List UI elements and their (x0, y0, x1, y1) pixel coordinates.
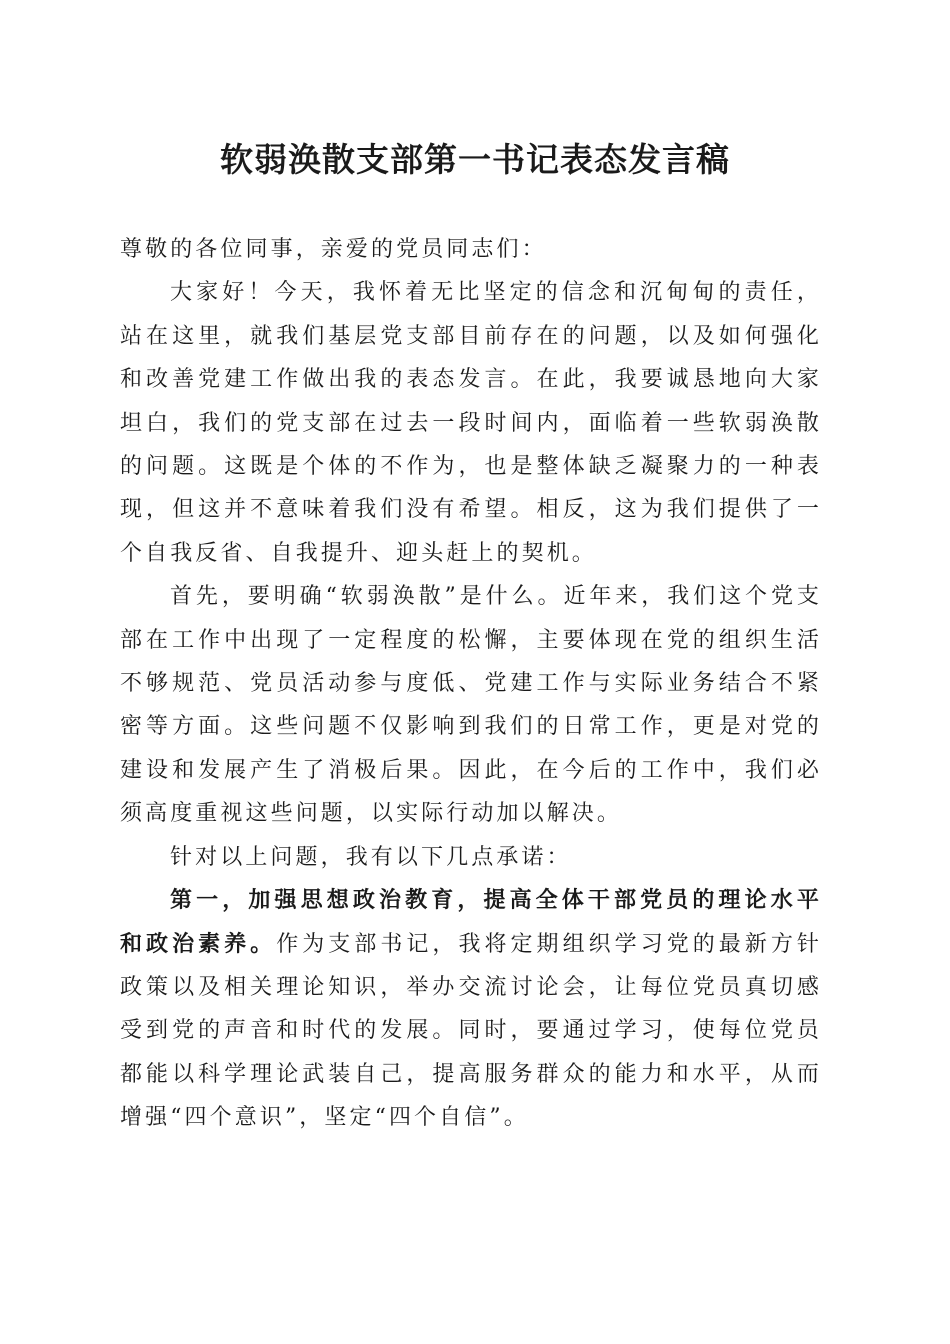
commitment-one-body: 作为支部书记，我将定期组织学习党的最新方针政策以及相关理论知识，举办交流讨论会，让每位党员真切感受到党的声音和时代的发展。同时，要通过学习，使每位党员都能以科学理论武装自己，提高服务群众的能力和水平，从而增强“四个意识”，坚定“四个自信”。 (120, 931, 822, 1131)
salutation: 尊敬的各位同事，亲爱的党员同志们： (120, 237, 547, 262)
paragraph-definition: 首先，要明确“软弱涣散”是什么。近年来，我们这个党支部在工作中出现了一定程度的松懈，主要体现在党的组织生活不够规范、党员活动参与度低、党建工作与实际业务结合不紧密等方面。这些问题不仅影响到我们的日常工作，更是对党的建设和发展产生了消极后果。因此，在今后的工作中，我们必须高度重视这些问题，以实际行动加以解决。 (120, 584, 822, 827)
paragraph-commitment-one (120, 879, 822, 1139)
paragraph-opening: 大家好！今天，我怀着无比坚定的信念和沉甸甸的责任，站在这里，就我们基层党支部目前存在的问题，以及如何强化和改善党建工作做出我的表态发言。在此，我要诚恳地向大家坦白，我们的党支部在过去一段时间内，面临着一些软弱涣散的问题。这既是个体的不作为，也是整体缺乏凝聚力的一种表现，但这并不意味着我们没有希望。相反，这为我们提供了一个自我反省、自我提升、迎头赶上的契机。 (120, 280, 822, 566)
commitment-one-heading: 第一，加强思想政治教育，提高全体干部党员的理论水平和政治素养。 (120, 887, 822, 957)
paragraph-commitments-intro: 针对以上问题，我有以下几点承诺： (170, 844, 572, 870)
document-title: 软弱涣散支部第一书记表态发言稿 (220, 140, 730, 179)
document-body (120, 228, 822, 1140)
